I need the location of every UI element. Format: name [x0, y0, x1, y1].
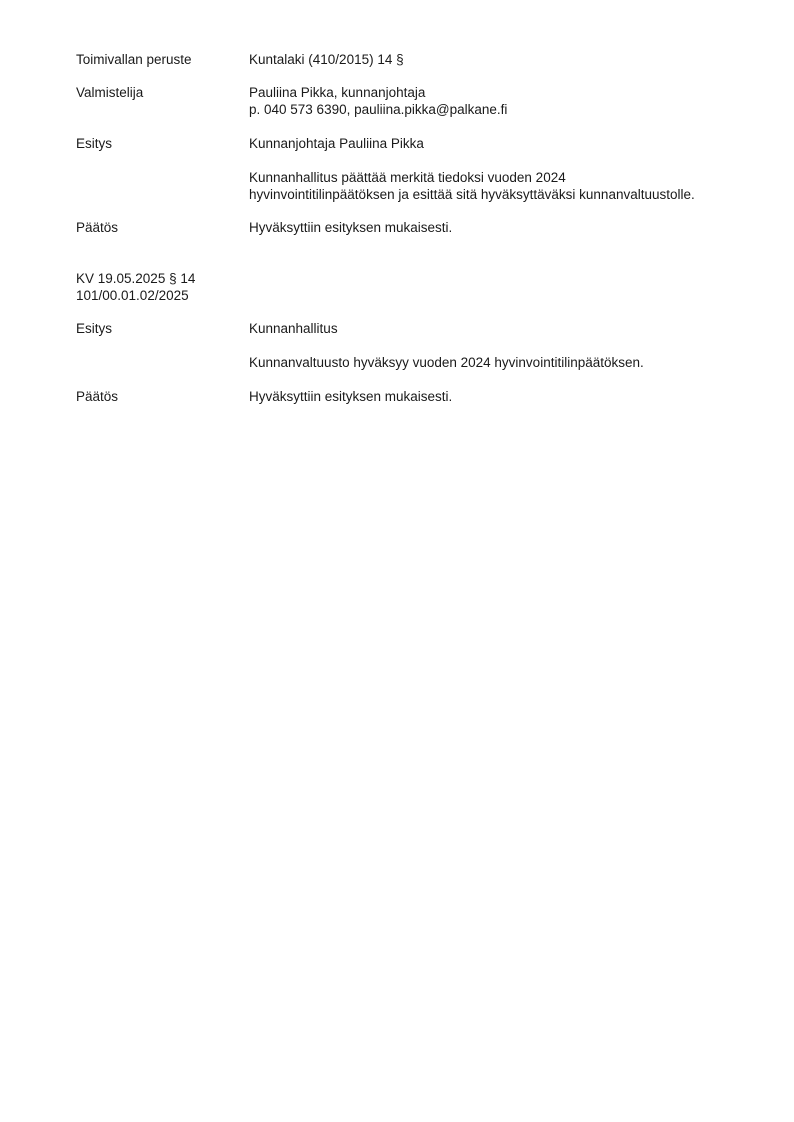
meeting-section: KV 19.05.2025 § 14 — [76, 271, 196, 286]
council-proposal-value — [249, 320, 754, 371]
proposal-value — [249, 135, 754, 203]
decision-value: Hyväksyttiin esityksen mukaisesti. — [249, 220, 453, 235]
decision-label: Päätös — [76, 220, 119, 235]
authority-basis-label: Toimivallan peruste — [76, 52, 192, 67]
preparer-label: Valmistelija — [76, 85, 144, 100]
preparer-contact: p. 040 573 6390, pauliina.pikka@palkane.fi — [249, 102, 508, 117]
council-proposal-presenter: Kunnanhallitus — [249, 321, 338, 336]
proposal-text-line-1: Kunnanhallitus päättää merkitä tiedoksi vuoden 2024 — [249, 170, 566, 185]
council-decision-value: Hyväksyttiin esityksen mukaisesti. — [249, 389, 453, 404]
preparer-name: Pauliina Pikka, kunnanjohtaja — [249, 85, 426, 100]
council-proposal-label: Esitys — [76, 321, 113, 336]
meeting-reference — [76, 270, 195, 304]
authority-basis-value: Kuntalaki (410/2015) 14 § — [249, 52, 404, 67]
council-proposal-text: Kunnanvaltuusto hyväksyy vuoden 2024 hyvinvointitilinpäätöksen. — [249, 355, 644, 370]
proposal-text-line-2: hyvinvointitilinpäätöksen ja esittää sitä hyväksyttäväksi kunnanvaltuustolle. — [249, 187, 695, 202]
proposal-label: Esitys — [76, 136, 113, 151]
preparer-value — [249, 84, 754, 118]
council-decision-label: Päätös — [76, 389, 119, 404]
proposal-presenter: Kunnanjohtaja Pauliina Pikka — [249, 136, 424, 151]
record-number: 101/00.01.02/2025 — [76, 288, 189, 303]
